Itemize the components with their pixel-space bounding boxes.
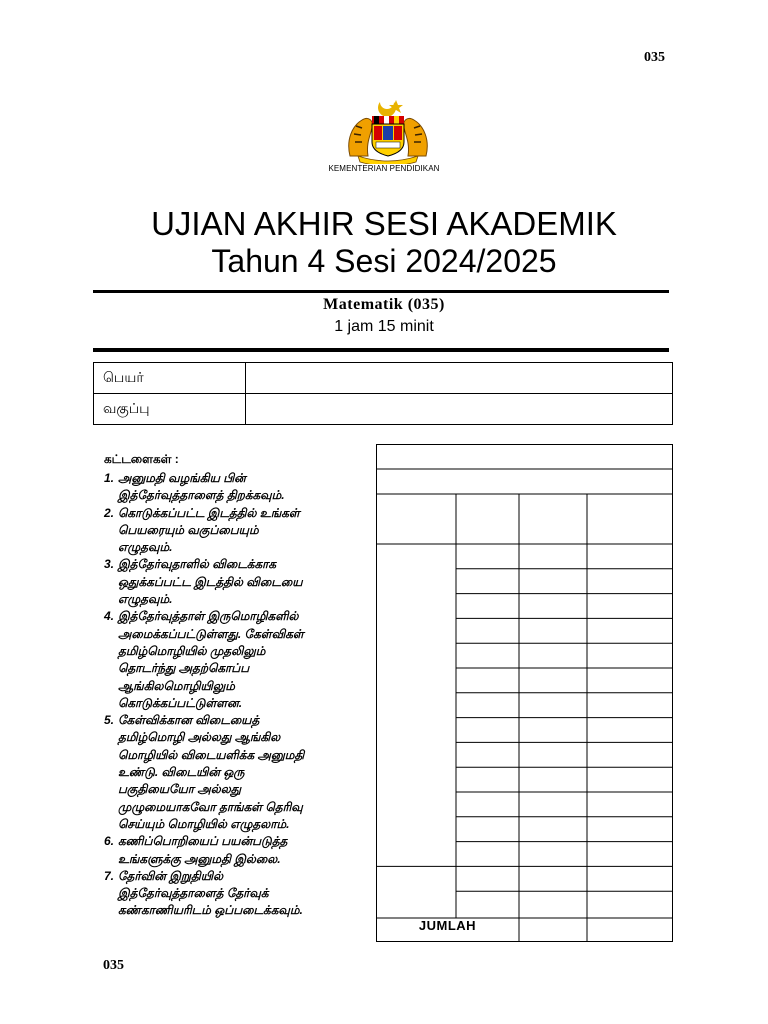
paper-code-top: 035 — [644, 50, 665, 65]
top-divider — [93, 290, 669, 293]
class-label: வகுப்பு — [94, 394, 246, 425]
name-label: பெயர் — [94, 363, 246, 394]
instruction-line: அனுமதி வழங்கிய பின் — [118, 471, 246, 485]
instruction-line: இத்தேர்வுத்தாளைத் திறக்கவும். — [118, 488, 285, 503]
instruction-line: கண்காணியரிடம் ஒப்படைக்கவும். — [118, 903, 303, 918]
instruction-line: இத்தேர்வுதாளில் விடைக்காக — [118, 557, 277, 572]
ministry-name: KEMENTERIAN PENDIDIKAN — [328, 164, 440, 173]
malaysia-coat-of-arms-logo — [340, 96, 436, 164]
instruction-line: ஆங்கிலமொழியிலும் — [118, 678, 235, 693]
instruction-line: எழுதவும். — [118, 592, 173, 607]
name-row — [94, 363, 673, 394]
instruction-number: 3. — [104, 557, 115, 572]
subject-name: Matematik (035) — [323, 296, 445, 313]
bottom-divider — [93, 348, 669, 352]
marks-table-grid — [376, 444, 673, 942]
instruction-number: 7. — [104, 868, 115, 883]
instructions-list — [104, 470, 372, 920]
instruction-line: கொடுக்கப்பட்ட இடத்தில் உங்கள் — [118, 505, 300, 520]
exam-duration: 1 jam 15 minit — [334, 318, 434, 335]
exam-session: Tahun 4 Sesi 2024/2025 — [211, 243, 557, 279]
instruction-line: இத்தேர்வுத்தாள் இருமொழிகளில் — [118, 609, 299, 624]
instruction-line: தமிழ்மொழியில் முதலிலும் — [118, 643, 266, 658]
marks-table — [376, 444, 673, 942]
instruction-line: ஒதுக்கப்பட்ட இடத்தில் விடையை — [118, 574, 303, 589]
class-row — [94, 394, 673, 425]
instruction-item — [104, 712, 372, 833]
instruction-line: மொழியில் விடையளிக்க அனுமதி — [118, 747, 305, 762]
instruction-line: உங்களுக்கு அனுமதி இல்லை. — [118, 851, 281, 866]
paper-code-bottom: 035 — [103, 958, 124, 973]
instruction-line: தமிழ்மொழி அல்லது ஆங்கில — [118, 730, 281, 745]
instruction-line: கொடுக்கப்பட்டுள்ளன. — [118, 695, 243, 710]
instruction-number: 1. — [104, 471, 115, 485]
exam-title: UJIAN AKHIR SESI AKADEMIK — [151, 205, 617, 242]
instruction-number: 5. — [104, 713, 115, 728]
instruction-item — [104, 868, 372, 920]
instruction-line: கேள்விக்கான விடையைத் — [118, 713, 260, 728]
instruction-item — [104, 505, 372, 557]
instruction-item — [104, 608, 372, 712]
instruction-item — [104, 470, 372, 505]
instruction-item — [104, 833, 372, 868]
instruction-number: 4. — [104, 609, 115, 624]
instruction-item — [104, 556, 372, 608]
total-label: JUMLAH — [418, 918, 477, 933]
instruction-number: 6. — [104, 834, 115, 849]
instruction-line: தொடர்ந்து அதற்கொப்ப — [118, 661, 250, 676]
instruction-number: 2. — [104, 505, 115, 520]
instruction-line: பகுதியையோ அல்லது — [118, 782, 242, 797]
instruction-line: உண்டு. விடையின் ஒரு — [118, 765, 245, 780]
instruction-line: தேர்வின் இறுதியில் — [118, 868, 224, 883]
instruction-line: இத்தேர்வுத்தாளைத் தேர்வுக் — [118, 886, 269, 901]
class-field[interactable] — [246, 394, 673, 425]
instruction-line: பெயரையும் வகுப்பையும் — [118, 522, 259, 537]
name-field[interactable] — [246, 363, 673, 394]
student-info-table — [93, 362, 673, 425]
instruction-line: கணிப்பொறியைப் பயன்படுத்த — [118, 834, 288, 849]
instruction-line: முழுமையாகவோ தாங்கள் தெரிவு — [118, 799, 303, 814]
instruction-line: எழுதவும். — [118, 540, 173, 555]
instructions-heading: கட்டளைகள் : — [104, 452, 179, 466]
instruction-line: செய்யும் மொழியில் எழுதலாம். — [118, 816, 290, 831]
instruction-line: அமைக்கப்பட்டுள்ளது. கேள்விகள் — [118, 626, 304, 641]
